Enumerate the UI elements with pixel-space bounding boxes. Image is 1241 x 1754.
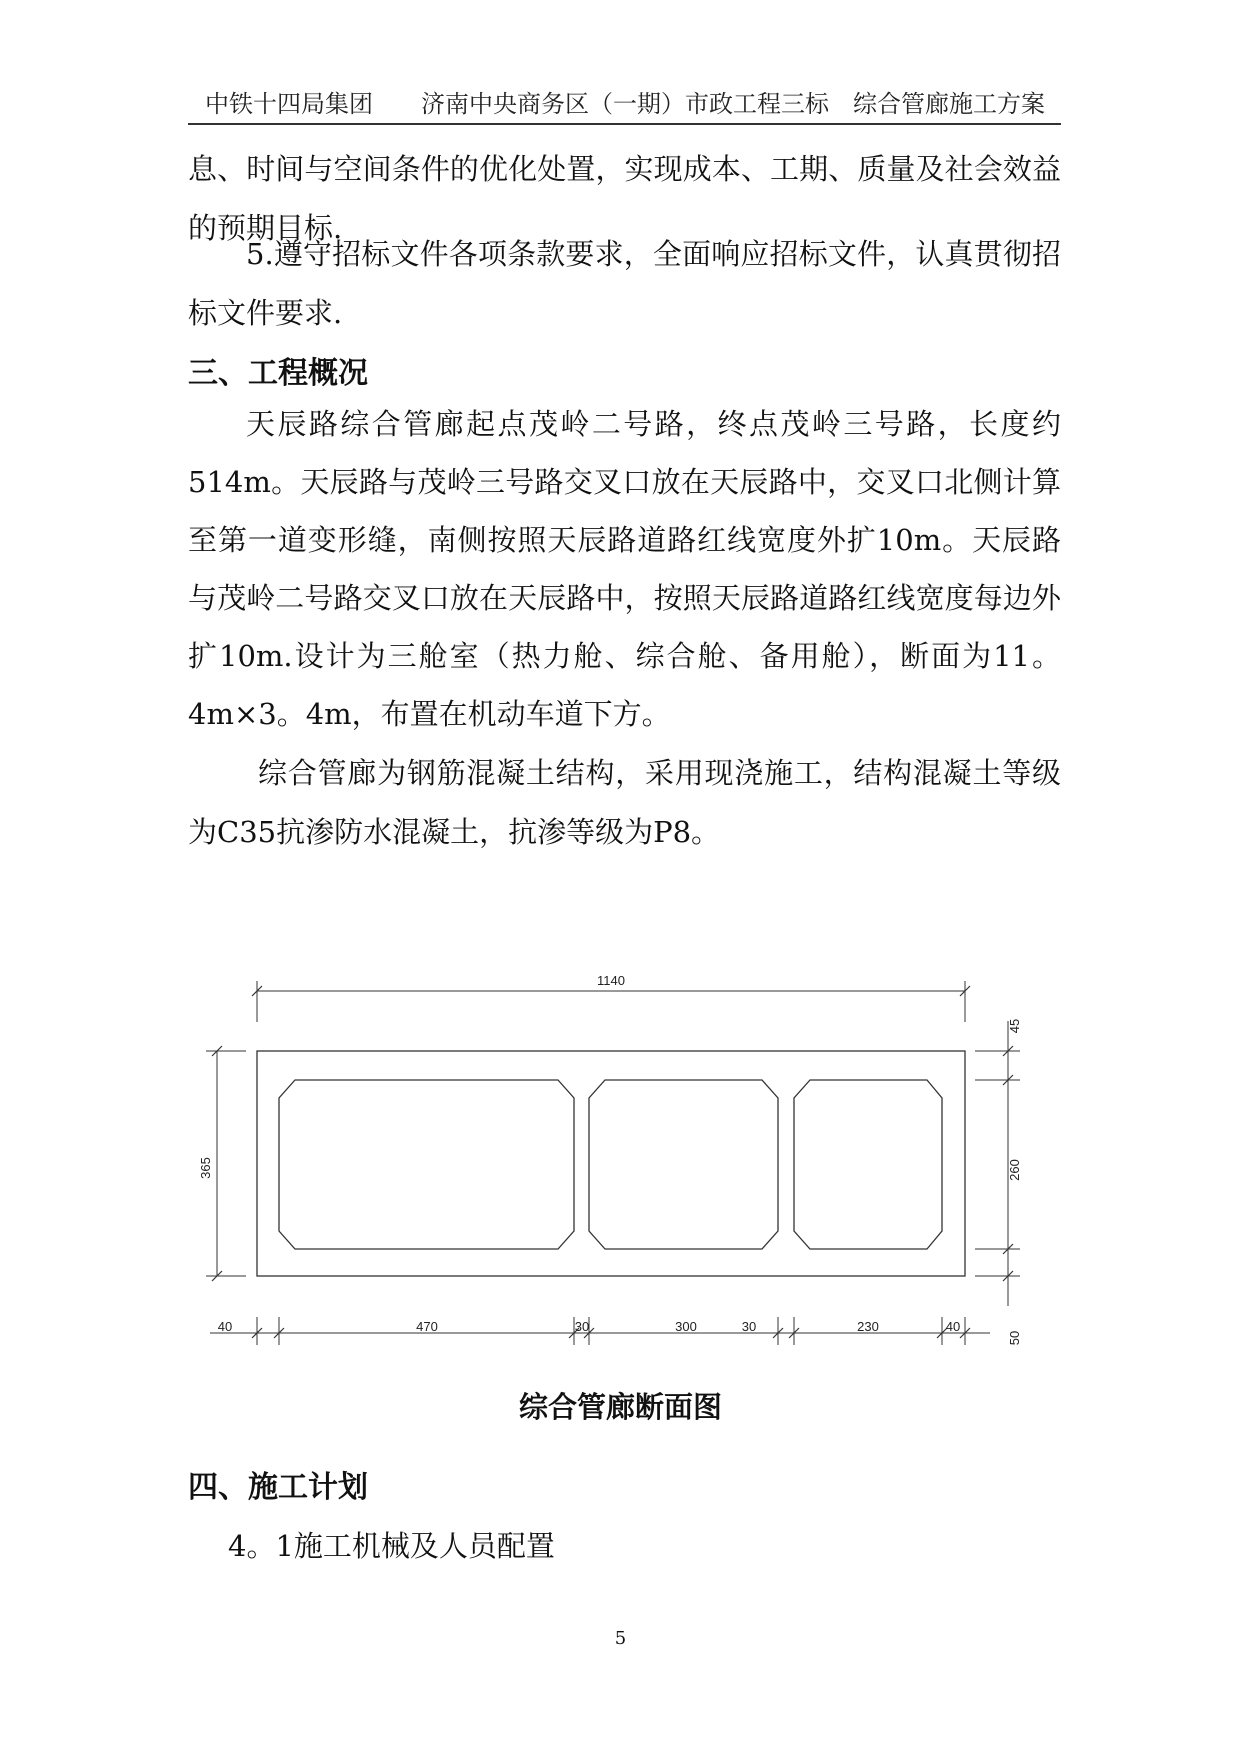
dim-total-width: 1140 (597, 973, 625, 988)
paragraph-project-overview: 天辰路综合管廊起点茂岭二号路，终点茂岭三号路，长度约514m。天辰路与茂岭三号路交叉口放在天辰路中，交叉口北侧计算至第一道变形缝，南侧按照天辰路道路红线宽度外扩10m。天辰路与茂岭二号路交叉口放在天辰路中，按照天辰路道路红线宽度每边外扩10m.设计为三舱室（热力舱、综合舱、备用舱），断面为11。4m×3。4m，布置在机动车道下方。 (188, 407, 1061, 731)
section-heading-3: 三、工程概况 (188, 356, 368, 391)
page-number: 5 (614, 1628, 627, 1649)
figure-caption: 综合管廊断面图 (518, 1390, 722, 1424)
dim-wall-1: 30 (574, 1319, 590, 1334)
section-heading-4: 四、施工计划 (188, 1470, 368, 1505)
outer-wall-outline (257, 1051, 965, 1276)
header-right: 济南中央商务区（一期）市政工程三标 综合管廊施工方案 (421, 90, 1045, 118)
subsection-4-1: 4。1施工机械及人员配置 (228, 1529, 555, 1563)
chamber-1-outline (279, 1080, 574, 1249)
dim-chamber-1-width: 470 (416, 1319, 438, 1334)
paragraph-item-5: 5.遵守招标文件各项条款要求，全面响应招标文件，认真贯彻招标文件要求. (188, 237, 1061, 330)
paragraph-continuation: 息、时间与空间条件的优化处置，实现成本、工期、质量及社会效益的预期目标. (188, 152, 1061, 245)
dim-top-slab: 45 (1007, 1018, 1022, 1034)
chamber-3-outline (794, 1080, 942, 1249)
dim-chamber-2-width: 300 (675, 1319, 697, 1334)
dim-wall-2: 30 (741, 1319, 757, 1334)
dim-left-wall: 40 (217, 1319, 233, 1334)
dim-total-height: 365 (198, 1157, 213, 1179)
chamber-2-outline (589, 1080, 778, 1249)
dim-chamber-3-width: 230 (857, 1319, 879, 1334)
dim-bottom-slab: 50 (1007, 1330, 1022, 1346)
paragraph-structure: 综合管廊为钢筋混凝土结构，采用现浇施工，结构混凝土等级为C35抗渗防水混凝土，抗渗等级为P8。 (188, 756, 1061, 849)
dim-chamber-height: 260 (1007, 1159, 1022, 1181)
dim-right-wall: 40 (945, 1319, 961, 1334)
header-left: 中铁十四局集团 (205, 90, 373, 118)
